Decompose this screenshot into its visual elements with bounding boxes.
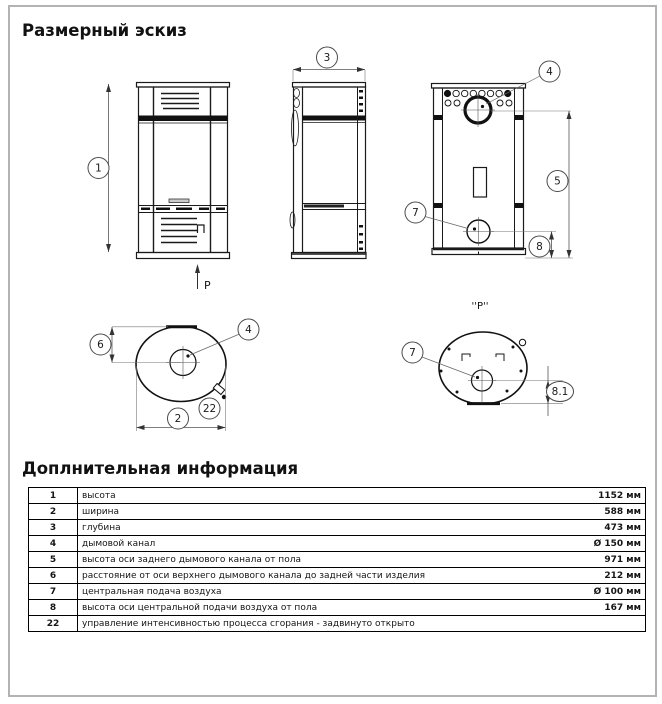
row-value: 971 мм [533,552,646,568]
info-table [28,487,646,632]
callout-6-label: 6 [97,339,104,351]
row-value [533,616,646,632]
callout-7-bottom-label: 7 [409,347,416,359]
row-number: 8 [29,600,78,616]
dimension-rear-flue-height [491,111,573,258]
callout-4-label: 4 [546,66,553,78]
callout-8-label: 8 [536,241,543,253]
callout-5-label: 5 [554,175,561,188]
row-value: Ø 100 мм [533,584,646,600]
row-label: глубина [78,520,534,536]
table-row [29,552,646,568]
table-row [29,488,646,504]
callout-1-label: 1 [95,162,102,175]
callout-3 [317,47,338,68]
row-label: управление интенсивностью процесса сгорания - задвинуто открыто [78,616,534,632]
table-row [29,584,646,600]
callout-22-label: 22 [202,403,217,415]
callout-6 [90,334,111,355]
row-label: высота оси заднего дымового канала от пола [78,552,534,568]
callout-8-1 [547,382,574,402]
table-row [29,600,646,616]
row-label: расстояние от оси верхнего дымового канала до задней части изделия [78,568,534,584]
callout-22 [199,398,220,419]
row-value: Ø 150 мм [533,536,646,552]
table-row [29,504,646,520]
row-number: 1 [29,488,78,504]
front-view [137,83,230,259]
row-number: 6 [29,568,78,584]
row-label: ширина [78,504,534,520]
bottom-view-label: ''P'' [471,301,489,312]
view-direction-arrow [195,264,211,292]
row-value: 473 мм [533,520,646,536]
row-label: высота [78,488,534,504]
callout-8-1-label: 8.1 [551,386,569,398]
row-number: 22 [29,616,78,632]
callout-2 [168,408,189,429]
rear-view [432,84,526,256]
row-number: 4 [29,536,78,552]
table-row [29,616,646,632]
top-view [136,327,226,402]
info-section-title: Доплнительная информация [22,459,299,478]
row-label: высота оси центральной подачи воздуха от пола [78,600,534,616]
row-label: центральная подача воздуха [78,584,534,600]
table-row [29,536,646,552]
callout-1 [88,158,109,179]
table-row [29,520,646,536]
row-number: 2 [29,504,78,520]
row-value: 1152 мм [533,488,646,504]
callout-4-top-label: 4 [245,324,252,336]
callout-2-label: 2 [174,413,182,425]
row-label: дымовой канал [78,536,534,552]
table-row [29,568,646,584]
callout-3-label: 3 [323,52,331,64]
row-number: 7 [29,584,78,600]
callout-8 [529,236,550,257]
sketch-section-title: Размерный эскиз [22,21,187,40]
callout-5 [547,171,568,192]
side-view [290,83,366,259]
row-number: 5 [29,552,78,568]
row-value: 167 мм [533,600,646,616]
row-number: 3 [29,520,78,536]
dimension-depth [293,47,365,81]
row-value: 588 мм [533,504,646,520]
callout-7-label: 7 [412,207,419,219]
p-arrow-label: P [204,279,211,292]
bottom-view [439,301,527,404]
row-value: 212 мм [533,568,646,584]
dimension-height [88,84,111,252]
